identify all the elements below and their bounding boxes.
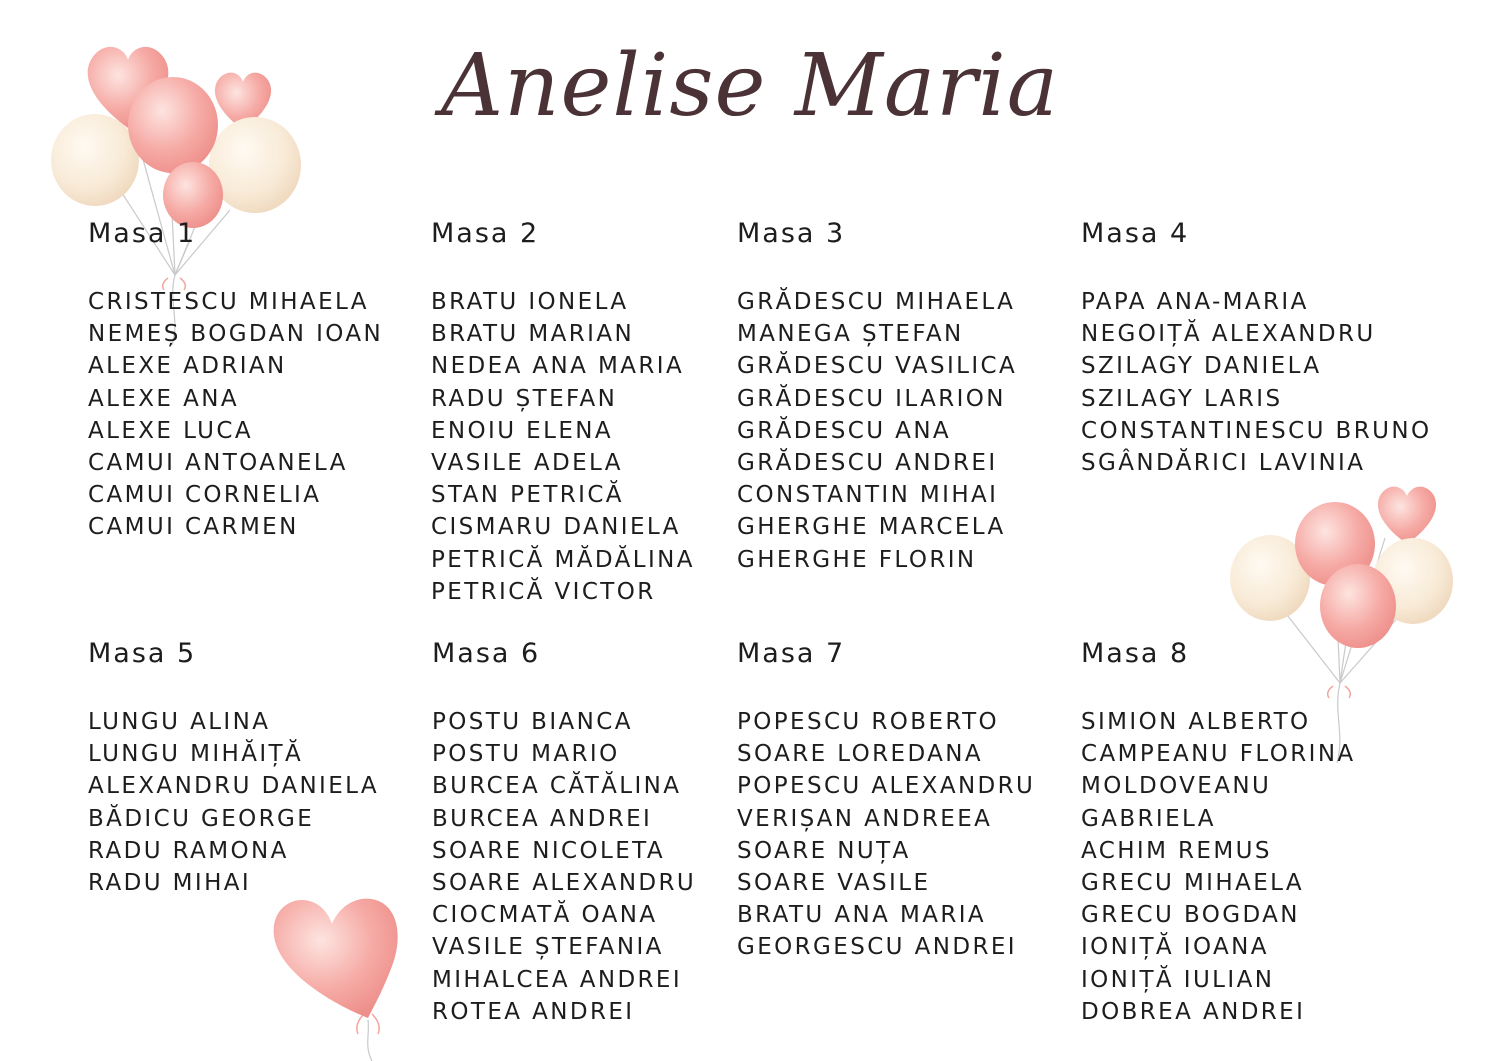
- guest-name: BURCEA CĂTĂLINA: [432, 773, 682, 800]
- guest-name: BĂDICU GEORGE: [88, 805, 315, 832]
- guest-name: SOARE NUȚA: [737, 837, 911, 864]
- guest-name: GRĂDESCU ANA: [737, 417, 952, 444]
- guest-name: CIOCMATĂ OANA: [432, 902, 658, 929]
- guest-name: RADU MIHAI: [88, 870, 252, 897]
- guest-list: [431, 286, 695, 608]
- guest-name: VERIȘAN ANDREEA: [737, 805, 993, 832]
- guest-name: RADU ȘTEFAN: [431, 385, 618, 412]
- guest-name: BRATU MARIAN: [431, 321, 635, 348]
- guest-list: [1081, 706, 1356, 1028]
- guest-name: GRECU MIHAELA: [1081, 870, 1305, 897]
- guest-name: GRĂDESCU MIHAELA: [737, 289, 1016, 315]
- guest-name: GHERGHE MARCELA: [737, 514, 1006, 541]
- guest-name: LUNGU ALINA: [88, 709, 271, 735]
- table-title: Masa 1: [88, 218, 197, 249]
- guest-name: DOBREA ANDREI: [1081, 998, 1306, 1025]
- guest-name: GRĂDESCU VASILICA: [737, 353, 1018, 380]
- guest-name: ENOIU ELENA: [431, 417, 613, 444]
- guest-list: [432, 706, 696, 1028]
- table-title: Masa 2: [431, 218, 540, 249]
- table-title: Masa 3: [737, 218, 846, 249]
- guest-name: SIMION ALBERTO: [1081, 709, 1311, 735]
- guest-name: ALEXE ADRIAN: [88, 353, 287, 380]
- guest-name: CAMUI ANTOANELA: [88, 450, 348, 477]
- guest-name: SZILAGY DANIELA: [1081, 353, 1322, 380]
- guest-name: CISMARU DANIELA: [431, 514, 681, 541]
- guest-name: CAMUI CORNELIA: [88, 482, 322, 509]
- guest-name: POSTU BIANCA: [432, 709, 633, 735]
- page-title: Anelise Maria: [441, 36, 1059, 136]
- guest-name: SOARE VASILE: [737, 870, 931, 897]
- guest-name: BURCEA ANDREI: [432, 805, 653, 832]
- guest-name: CAMPEANU FLORINA: [1081, 741, 1356, 768]
- guest-name: PAPA ANA-MARIA: [1081, 289, 1309, 315]
- guest-name: VASILE ȘTEFANIA: [432, 934, 664, 961]
- guest-name: VASILE ADELA: [431, 450, 623, 477]
- guest-name: GRĂDESCU ILARION: [737, 385, 1006, 412]
- guest-name: CRISTESCU MIHAELA: [88, 289, 369, 315]
- guest-name: CAMUI CARMEN: [88, 514, 299, 541]
- table-block-4: [1081, 216, 1431, 479]
- table-block-7: [737, 636, 1035, 964]
- guest-name: MOLDOVEANU: [1081, 773, 1272, 800]
- guest-name: POPESCU ALEXANDRU: [737, 773, 1036, 800]
- guest-list: [737, 286, 1017, 576]
- table-block-3: [737, 216, 1017, 576]
- guest-name: CONSTANTIN MIHAI: [737, 482, 999, 509]
- guest-name: SGÂNDĂRICI LAVINIA: [1081, 450, 1366, 477]
- guest-list: [88, 286, 383, 544]
- guest-name: NEGOIȚĂ ALEXANDRU: [1081, 321, 1376, 348]
- guest-name: PETRICĂ MĂDĂLINA: [431, 546, 695, 573]
- guest-name: POPESCU ROBERTO: [737, 709, 1000, 735]
- guest-name: GRECU BOGDAN: [1081, 902, 1300, 929]
- guest-name: ROTEA ANDREI: [432, 998, 635, 1025]
- guest-name: ACHIM REMUS: [1081, 837, 1272, 864]
- guest-name: MANEGA ȘTEFAN: [737, 321, 964, 348]
- table-block-2: [431, 216, 695, 608]
- guest-name: NEDEA ANA MARIA: [431, 353, 685, 380]
- guest-name: IONIȚĂ IULIAN: [1081, 966, 1275, 993]
- guest-name: GEORGESCU ANDREI: [737, 934, 1017, 961]
- guest-name: STAN PETRICĂ: [431, 482, 624, 509]
- table-title: Masa 4: [1081, 218, 1190, 249]
- guest-name: GHERGHE FLORIN: [737, 546, 977, 573]
- table-title: Masa 7: [737, 638, 846, 669]
- heart-balloon-bottom-icon: [268, 890, 408, 1061]
- guest-name: SOARE LOREDANA: [737, 741, 984, 768]
- guest-name: SOARE NICOLETA: [432, 837, 665, 864]
- guest-name: CONSTANTINESCU BRUNO: [1081, 417, 1432, 444]
- table-block-8: [1081, 636, 1356, 1028]
- guest-name: BRATU IONELA: [431, 289, 629, 315]
- guest-name: SOARE ALEXANDRU: [432, 870, 697, 897]
- guest-name: SZILAGY LARIS: [1081, 385, 1283, 412]
- guest-name: IONIȚĂ IOANA: [1081, 934, 1269, 961]
- guest-name: LUNGU MIHĂIȚĂ: [88, 741, 304, 768]
- table-title: Masa 8: [1081, 638, 1190, 669]
- guest-name: POSTU MARIO: [432, 741, 620, 768]
- guest-list: [1081, 286, 1431, 479]
- guest-name: PETRICĂ VICTOR: [431, 578, 656, 605]
- guest-name: MIHALCEA ANDREI: [432, 966, 683, 993]
- guest-name: GRĂDESCU ANDREI: [737, 450, 998, 477]
- guest-name: ALEXANDRU DANIELA: [88, 773, 380, 800]
- guest-name: GABRIELA: [1081, 805, 1216, 832]
- guest-list: [737, 706, 1035, 964]
- guest-name: NEMEȘ BOGDAN IOAN: [88, 321, 384, 348]
- guest-name: RADU RAMONA: [88, 837, 289, 864]
- table-block-5: [88, 636, 379, 899]
- table-block-1: [88, 216, 383, 544]
- guest-name: ALEXE ANA: [88, 385, 239, 412]
- guest-name: BRATU ANA MARIA: [737, 902, 987, 929]
- guest-name: ALEXE LUCA: [88, 417, 253, 444]
- table-title: Masa 5: [88, 638, 197, 669]
- table-title: Masa 6: [432, 638, 541, 669]
- guest-list: [88, 706, 379, 899]
- table-block-6: [432, 636, 696, 1028]
